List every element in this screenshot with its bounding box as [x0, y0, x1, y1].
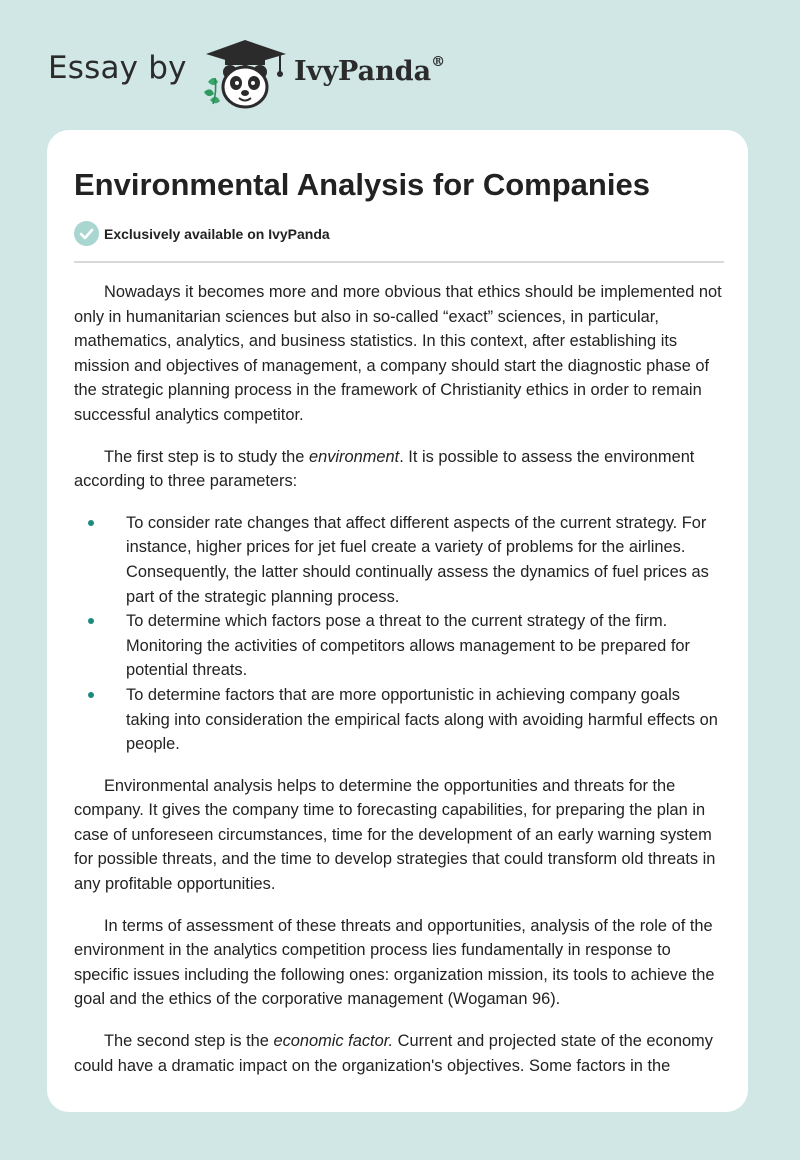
list-item-text: To consider rate changes that affect different aspects of the current strategy. For instance, higher prices for jet fuel create a variety of problems for the airlines. Consequently, the latter should continually assess the dynamics of fuel prices as part of the strategic planning process. [126, 513, 709, 606]
list-item-text: To determine which factors pose a threat to the current strategy of the firm. Monitoring the activities of competitors allows management to be prepared for potential threats. [126, 612, 690, 680]
list-item [74, 683, 724, 757]
article-title: Environmental Analysis for Companies [74, 167, 650, 202]
bullet-dot-icon [88, 520, 94, 526]
parameter-list [74, 511, 724, 757]
second-step-text-a: The second step is the [104, 1032, 274, 1051]
bullet-dot-icon [88, 618, 94, 624]
brand-name[interactable] [294, 56, 445, 87]
list-item-text: To determine factors that are more opportunistic in achieving company goals taking into consideration the empirical facts along with avoiding harmful effects on people. [126, 685, 718, 754]
list-item [74, 609, 724, 683]
panda-logo-icon[interactable] [200, 38, 290, 110]
registered-mark: ® [431, 54, 446, 70]
divider [74, 261, 724, 263]
bullet-dot-icon [88, 692, 94, 698]
paragraph-first-step [74, 445, 724, 494]
paragraph-intro: Nowadays it becomes more and more obvious that ethics should be implemented not only in humanitarian sciences but also in so-called “exact” sciences, in particular, mathematics, analytics, and business statistics. In this context, after establishing its mission and objectives of management, a company should start the diagnostic phase of the strategic planning process in the framework of Christianity ethics in order to remain successful analytics competitor. [74, 283, 722, 424]
check-circle-icon [74, 221, 99, 246]
site-header [0, 0, 800, 130]
essay-by-label: Essay by [48, 50, 187, 86]
brand-text: IvyPanda [294, 56, 432, 87]
first-step-emphasis: environment [308, 447, 400, 466]
list-item [74, 511, 724, 609]
paragraph-environmental-analysis: Environmental analysis helps to determine the opportunities and threats for the company. It gives the company time to forecasting capabilities, for preparing the plan in case of unforeseen circumstances, time for the development of an early warning system for possible threats, and the time to develop strategies that could transform old threats in any profitable opportunities. [74, 776, 716, 894]
second-step-text-b: Current and projected state of the economy could have a dramatic impact on the organization's objectives. Some factors in the [74, 1032, 713, 1075]
article-body [74, 280, 724, 1095]
paragraph-assessment: In terms of assessment of these threats and opportunities, analysis of the role of the environment in the analytics competition process lies fundamentally in response to specific issues including the following ones: organization mission, its tools to achieve the goal and the ethics of the corporative management (Wogaman 96). [74, 916, 715, 1009]
first-step-text-b: . It is possible to assess the environment according to three parameters: [74, 447, 695, 491]
first-step-text-a: The first step is to study the [104, 447, 309, 466]
exclusive-badge-label: Exclusively available on IvyPanda [104, 226, 330, 242]
article-card [47, 130, 748, 1112]
paragraph-second-step [74, 1029, 724, 1078]
second-step-emphasis: economic factor. [273, 1032, 394, 1051]
